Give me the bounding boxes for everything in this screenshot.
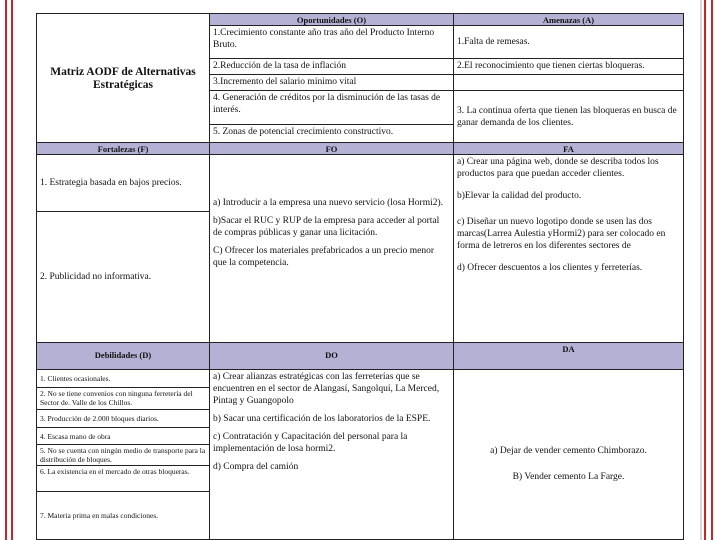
- weakness-item-6: 6. La existencia en el mercado de otras bloqueras.: [36, 465, 210, 492]
- fa-strategy-c: c) Diseñar un nuevo logotipo donde se usen las dos marcas(Larrea Aulestia yHormi2) para ser colocado en forma de letreros en los diferentes sectores de: [457, 217, 666, 251]
- weakness-item-5: 5. No se cuenta con ningún medio de transporte para la distribución de bloques.: [36, 444, 210, 466]
- weakness-item-3-text: 3. Producción de 2.000 bloques diarios.: [40, 414, 159, 423]
- fa-strategies: [453, 154, 684, 343]
- right-border-line-inner: [704, 0, 706, 540]
- threats-header: Amenazas (A): [453, 13, 684, 26]
- weakness-item-1-text: 1. Clientes ocasionales.: [40, 374, 111, 383]
- fa-strategy-b: b)Elevar la calidad del producto.: [457, 191, 582, 201]
- strength-item-1: [36, 154, 210, 212]
- do-header: DO: [209, 342, 454, 370]
- fo-header: FO: [209, 142, 454, 155]
- da-strategy-a: a) Dejar de vender cemento Chimborazo.: [490, 446, 647, 456]
- threat-item-1: [453, 25, 684, 59]
- da-strategy-b: B) Vender cemento La Farge.: [512, 472, 625, 482]
- strength-item-1-text: 1. Estrategia basada en bajos precios.: [40, 178, 182, 188]
- weakness-item-4: [36, 427, 210, 445]
- right-shadow-bar: [700, 0, 702, 540]
- aodf-matrix-table: [36, 13, 684, 540]
- weakness-item-2: 2. No se tiene convenios con ninguna ferretería del Sector de. Valle de los Chillos.: [36, 387, 210, 410]
- opportunity-item-3: 3.Incremento del salario mínimo vital: [209, 74, 454, 91]
- threat-item-1-text: 1.Falta de remesas.: [457, 37, 530, 47]
- fo-strategy-c: C) Ofrecer los materiales prefabricados a un precio menor que la competencia.: [213, 246, 435, 268]
- fa-strategy-d: d) Ofrecer descuentos a los clientes y ferreterías.: [457, 263, 643, 273]
- strength-item-2-text: 2. Publicidad no informativa.: [40, 272, 152, 282]
- fo-strategy-b: b)Sacar el RUC y RUP de la empresa para acceder al portal de compras públicas y ganar una licitación.: [213, 216, 440, 238]
- strength-item-2: [36, 211, 210, 343]
- opportunity-item-4: 4. Generación de créditos por la disminución de las tasas de interés.: [209, 90, 454, 125]
- weakness-item-1: [36, 369, 210, 388]
- weakness-item-3: [36, 409, 210, 428]
- opportunities-header: Oportunidades (O): [209, 13, 454, 26]
- strengths-header: Fortalezas (F): [36, 142, 210, 155]
- matrix-title-text: Matriz AODF de Alternativas Estratégicas: [50, 66, 196, 91]
- threat-item-3-text: 3. La continua oferta que tienen las bloqueras en busca de ganar demanda de los clientes.: [457, 105, 677, 128]
- da-header: DA: [453, 342, 684, 370]
- do-strategy-d: d) Compra del camión: [213, 462, 299, 472]
- opportunity-item-5: 5. Zonas de potencial crecimiento constructivo.: [209, 124, 454, 143]
- do-strategies: [209, 369, 454, 540]
- opportunity-item-1: 1.Crecimiento constante año tras año del Producto Interno Bruto.: [209, 25, 454, 59]
- do-strategy-c: c) Contratación y Capacitación del personal para la implementación de losa hormi2.: [213, 432, 408, 454]
- threat-item-3: [453, 90, 684, 143]
- fa-header: FA: [453, 142, 684, 155]
- fa-strategy-a: a) Crear una página web, donde se describa todos los productos para que puedan acceder clientes.: [457, 157, 659, 179]
- do-strategy-a: a) Crear alianzas estratégicas con las ferreterías que se encuentren en el sector de Alangasí, Sangolquí, La Merced, Pintag y Guangopolo: [213, 372, 440, 406]
- fo-strategy-a: a) Introducir a la empresa una nuevo servicio (losa Hormi2).: [213, 198, 444, 208]
- weakness-item-4-text: 4. Escasa mano de obra: [40, 431, 111, 441]
- do-strategy-b: b) Sacar una certificación de los laboratorios de la ESPE.: [213, 414, 431, 424]
- threat-item-empty: [453, 74, 684, 91]
- left-border-line-inner: [11, 0, 13, 540]
- matrix-title: [36, 13, 210, 145]
- threat-item-2: 2.El reconocimiento que tienen ciertas bloqueras.: [453, 58, 684, 75]
- opportunity-item-2: 2.Reducción de la tasa de inflación: [209, 58, 454, 75]
- weakness-item-7-text: 7. Materia prima en malas condiciones.: [40, 511, 159, 520]
- da-strategies: [453, 369, 684, 540]
- fo-strategies: [209, 154, 454, 343]
- weakness-item-7: [36, 491, 210, 540]
- left-border-line-outer: [5, 0, 7, 540]
- right-border-line-outer: [711, 0, 713, 540]
- weaknesses-header: Debilidades (D): [36, 342, 210, 370]
